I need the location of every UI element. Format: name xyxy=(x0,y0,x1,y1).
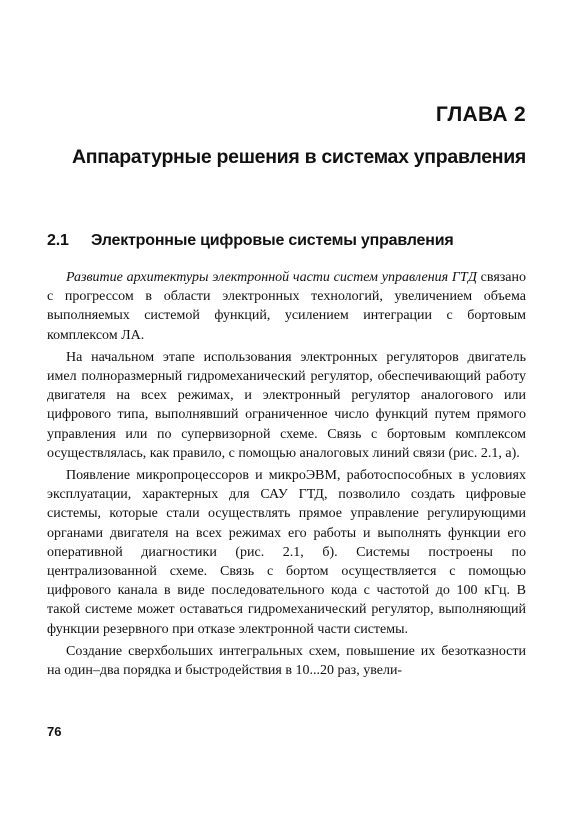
paragraph-4: Создание сверхбольших интегральных схем, повышение их безотказности на один–два порядка и быстродействия в 10...20 раз, увели- xyxy=(47,643,526,679)
paragraph-1 xyxy=(47,268,526,345)
section-heading xyxy=(47,232,453,250)
chapter-title: Аппаратурные решения в системах управления xyxy=(71,146,526,168)
paragraph-3: Появление микропроцессоров и микроЭВМ, работоспособных в условиях эксплуатации, характерных для САУ ГТД, позволило создать цифровые системы, которые стали осуществлять прямое управление регулирующими органами двигателя на всех режимах его работы и выполнять функции его оперативной диагностики (рис. 2.1, б). Системы построены по централизованной схеме. Связь с бортом осуществляется с помощью цифрового канала в виде последовательного кода с частотой до 100 кГц. В такой системе может оставаться гидромеханический регулятор, выполняющий функции резервного при отказе электронной части системы. xyxy=(47,468,526,637)
body-text xyxy=(47,268,526,680)
page-number: 76 xyxy=(47,724,62,739)
paragraph-2: На начальном этапе использования электронных регуляторов двигатель имел полноразмерный гидромеханический регулятор, обеспечивающий работу двигателя на всех режимах, и электронный регулятор аналогового или цифрового типа, выполнявший ограниченное число функций путем прямого управления или по супервизорной схеме. Связь с бортовым комплексом осуществлялась, как правило, с помощью аналоговых линий связи (рис. 2.1, а). xyxy=(47,349,526,461)
paragraph-1-lead: Развитие архитектуры электронной части систем управления ГТД xyxy=(66,270,477,285)
section-title: Электронные цифровые системы управления xyxy=(91,232,454,249)
section-number: 2.1 xyxy=(47,232,69,249)
chapter-label: ГЛАВА 2 xyxy=(435,103,526,126)
paragraph-1-text: связано с прогрессом в области электронных технологий, увеличением объема выполняемых системой функций, усилением интеграции с бортовым комплексом ЛА. xyxy=(47,270,526,343)
